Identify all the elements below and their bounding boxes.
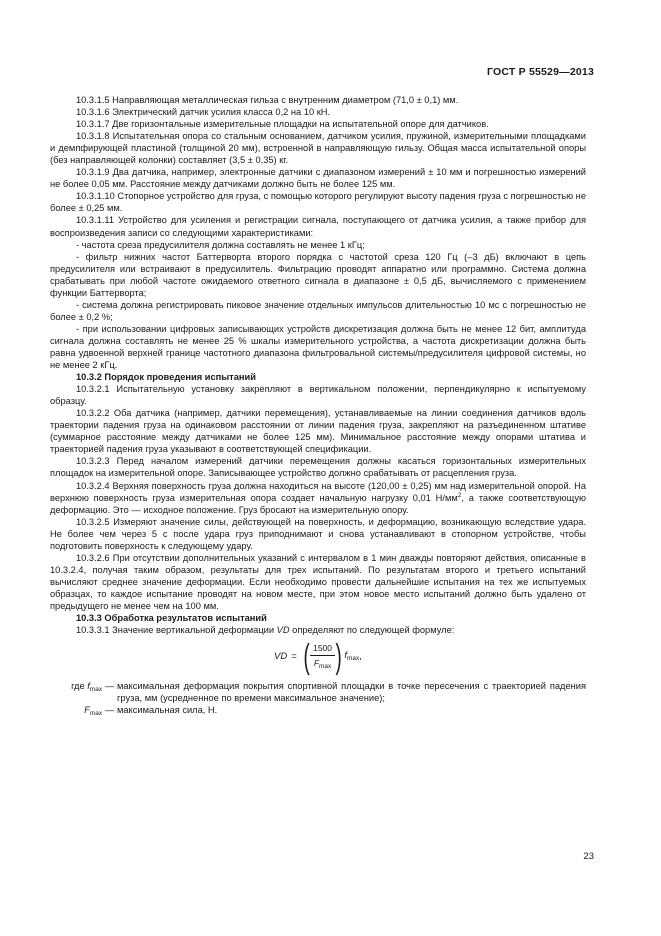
fraction-numerator: 1500 [310,642,335,656]
clause-10-3-1-9: 10.3.1.9 Два датчика, например, электронные датчики с диапазоном измерений ± 10 мм и погрешностью измерений не более 0,05 мм. Расстояние между датчиками должно быть не более 125 мм. [50,167,586,190]
definition-term [50,704,117,720]
clause-10-3-1-6: 10.3.1.6 Электрический датчик усилия класса 0,2 на 10 кН. [76,107,331,118]
section-heading-procedure: 10.3.2 Порядок проведения испытаний [76,372,256,383]
list-item-preamp: - частота среза предусилителя должна составлять не менее 1 кГц; [76,239,365,250]
clause-10-3-1-8: 10.3.1.8 Испытательная опора со стальным основанием, датчиком усилия, пружиной, измерительными площадками и демпфирующей пластиной (толщиной 20 мм), встроенной в направляющую гильзу. Общая масса испытательной опоры (без направляющей колонки) составляет (3,5 ± 0,35) кг. [50,131,586,166]
definition-Fmax [50,704,586,720]
definition-text: максимальная деформация покрытия спортивной площадки в точке пересечения с траекторией падения груза, мм (усредненное по времени максимальное значение); [117,681,586,704]
right-paren: ) [335,638,342,677]
superscript: 2 [457,491,462,499]
denominator-symbol: F [313,657,320,668]
term-dash: — [102,681,114,692]
clause-10-3-2-5: 10.3.2.5 Измеряют значение силы, действующей на поверхность, и деформацию, возникающую вследствие удара. Не более чем через 5 с после удара груз приподнимают и снова устанавливают в стопорном устройстве, чтобы подготовить поверхность к следующему удару. [50,516,586,551]
page-number: 23 [583,851,594,862]
factor-subscript: max [346,654,360,662]
document-body [50,94,586,720]
denominator-subscript: max [319,662,332,670]
clause-text: , а также соответствующую деформацию. Это — исходное положение. Груз бросают на измерительную опору. [50,492,586,515]
document-header: ГОСТ Р 55529—2013 [486,66,594,78]
term-dash: — [102,705,114,716]
clause-text: 10.3.3.1 Значение вертикальной деформации [76,625,277,636]
clause-10-3-2-4 [50,480,586,516]
formula-equals: = [291,651,297,663]
clause-text: определяют по следующей формуле: [289,625,455,636]
clause-10-3-1-5: 10.3.1.5 Направляющая металлическая гильза с внутренним диаметром (71,0 ± 0,1) мм. [76,95,459,105]
clause-10-3-1-7: 10.3.1.7 Две горизонтальные измерительные площадки на испытательной опоре для датчиков. [76,119,489,130]
term-subscript: max [89,686,103,694]
clause-10-3-2-6: 10.3.2.6 При отсутствии дополнительных указаний с интервалом в 1 мин дважды повторяют действия, описанные в 10.3.2.4, получая таким образом, результаты для трех испытаний. По результатам второго и третьего испытаний вычисляют среднее значение деформации. Если необходимо провести дальнейшие испытания на тех же испытуемых образцах, то каждое испытание проводят на новом месте, при этом новое место испытаний должно быть удалено от предыдущего не менее чем на 100 мм. [50,552,586,611]
clause-10-3-1-11: 10.3.1.11 Устройство для усиления и регистрации сигнала, поступающего от датчика усилия, а также прибор для воспроизведения записи со следующими характеристиками: [50,215,586,238]
factor-symbol: f [344,649,347,661]
clause-10-3-1-10: 10.3.1.10 Стопорное устройство для груза, с помощью которого регулируют высоту падения груза с погрешностью не более ± 0,25 мм. [50,191,586,214]
term-prefix: где [71,681,88,692]
clause-10-3-3-1 [50,624,586,636]
section-heading-results: 10.3.3 Обработка результатов испытаний [76,613,267,624]
definition-fmax [50,680,586,704]
clause-10-3-2-3: 10.3.2.3 Перед началом измерений датчики перемещения должны касаться горизонтальных измерительных площадок на измерительной опоре. Записывающее устройство должно срабатывать от расцепления груза. [50,456,586,479]
term-symbol: F [84,705,90,716]
formula [50,636,586,680]
list-item-peak: - система должна регистрировать пиковое значение отдельных импульсов длительностью 10 мс с погрешностью не более ± 0,2 %; [50,299,586,322]
clause-text: 10.3.2.4 Верхняя поверхность груза должна находиться на высоте (120,00 ± 0,25) мм над измерительной опорой. На верхнюю поверхность груза измерительная опора создает начальную нагрузку 0,01 Н/мм [50,480,586,503]
formula-lhs: VD [274,651,288,663]
list-item-butterworth: - фильтр нижних частот Баттерворта второго порядка с частотой среза 120 Гц (–3 дБ) включают в цепь предусилителя или встраивают в предусилитель. Фильтрацию проводят аппаратно или программно. Система должна срабатывать при любой частоте ожидаемого ответного сигнала в диапазоне ± 0,5 дБ, вычисляемого с применением функции Баттерворта; [50,251,586,298]
list-item-digital: - при использовании цифровых записывающих устройств дискретизация должна быть не менее 12 бит, амплитуда сигнала должна составлять не менее 25 % шкалы измерительного устройства, а частота дискретизации должна быть равна удвоенной верхней границе частотного диапазона фильтровальной системы/предусилителя цифровой системы, но не менее 2 кГц. [50,323,586,371]
formula-factor [344,650,359,665]
definition-text: максимальная сила, Н. [117,705,218,716]
definition-term [50,680,117,704]
term-symbol: f [87,681,90,692]
variable: VD [276,625,290,636]
formula-fraction [310,642,335,673]
clause-10-3-2-2: 10.3.2.2 Оба датчика (например, датчики перемещения), устанавливаемые на линии соединения датчиков вдоль траектории падения груза на одинаковом расстоянии от линии падения груза, закрепляют на разъединенном штативе (суммарное расстояние между датчиками не более 125 мм). Минимальное расстояние между опорами штатива и траекторией падения груза указывают в соответствующей спецификации. [50,408,586,455]
left-paren: ( [303,638,310,677]
fraction-denominator [314,656,331,673]
clause-10-3-2-1: 10.3.2.1 Испытательную установку закрепляют в вертикальном положении, перпендикулярно к испытуемому образцу. [50,384,586,407]
term-subscript: max [89,710,103,718]
formula-comma: , [359,651,362,663]
